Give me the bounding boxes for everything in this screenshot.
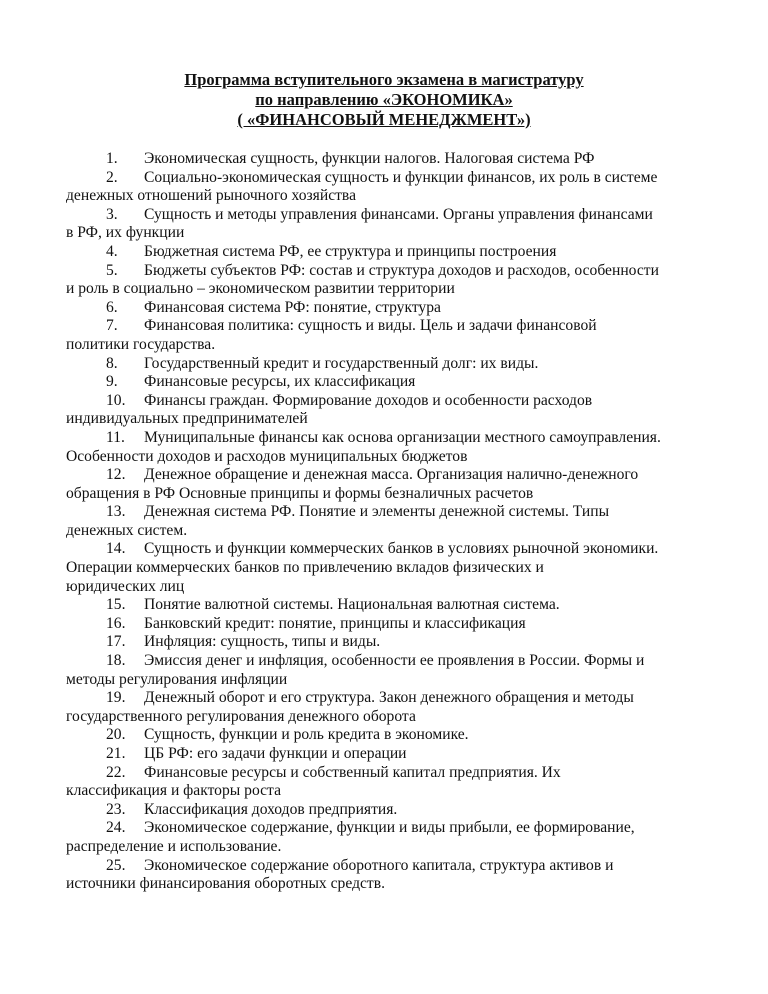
topic-item <box>106 726 751 745</box>
topic-item <box>106 596 751 615</box>
topic-item <box>66 261 751 299</box>
topic-continuation-line <box>66 224 751 243</box>
topic-text: Финансовые ресурсы, их классификация <box>144 373 416 391</box>
topic-continuation-line <box>66 187 751 206</box>
topic-text: Государственный кредит и государственный долг: их виды. <box>144 354 539 372</box>
topic-text: государственного регулирования денежного оборота <box>66 707 416 725</box>
topic-text: в РФ, их функции <box>66 224 185 242</box>
topic-first-line <box>106 689 751 708</box>
topic-item <box>106 633 751 652</box>
topic-number: 25. <box>106 856 126 874</box>
topic-number: 8. <box>106 354 118 372</box>
topic-first-line <box>106 355 751 374</box>
topic-continuation-line <box>66 485 751 504</box>
topic-item <box>66 466 751 503</box>
topic-first-line <box>106 243 751 262</box>
topic-text: Экономическая сущность, функции налогов. Налоговая система РФ <box>144 150 595 167</box>
topic-text: Операции коммерческих банков по привлечению вкладов физических и <box>66 559 544 577</box>
topic-first-line <box>106 150 751 169</box>
topic-text: Сущность, функции и роль кредита в экономике. <box>144 726 469 744</box>
topic-first-line <box>106 429 751 448</box>
topic-first-line <box>106 857 751 876</box>
topic-text: индивидуальных предпринимателей <box>66 410 308 428</box>
topic-first-line <box>106 745 751 764</box>
topic-first-line <box>106 596 751 615</box>
topic-continuation-line <box>66 410 751 429</box>
topic-text: юридических лиц <box>66 577 185 595</box>
topic-item <box>66 652 751 689</box>
topic-text: политики государства. <box>66 335 216 353</box>
topic-item <box>106 615 751 634</box>
topic-item <box>66 503 751 540</box>
topic-first-line <box>106 652 751 671</box>
topic-first-line <box>106 262 751 281</box>
topic-number: 24. <box>106 819 126 837</box>
topic-number: 7. <box>106 317 118 335</box>
topic-item <box>106 150 751 169</box>
topic-number: 9. <box>106 373 118 391</box>
topic-continuation-line <box>66 838 751 857</box>
heading-line-3: ( «ФИНАНСОВЫЙ МЕНЕДЖМЕНТ») <box>237 110 531 129</box>
topic-first-line <box>106 726 751 745</box>
topic-continuation-line <box>66 448 751 467</box>
topic-text: Сущность и методы управления финансами. Органы управления финансами <box>144 205 653 223</box>
topic-item <box>66 317 751 354</box>
topic-text: Понятие валютной системы. Национальная валютная система. <box>144 596 560 614</box>
topic-number: 20. <box>106 726 126 744</box>
topic-item <box>106 243 751 262</box>
topic-continuation-line <box>66 336 751 355</box>
topic-number: 4. <box>106 242 118 260</box>
topic-continuation-line <box>66 875 751 894</box>
topic-number: 6. <box>106 298 118 316</box>
topic-text: Денежный оборот и его структура. Закон денежного обращения и методы <box>144 689 634 707</box>
topic-first-line <box>106 819 751 838</box>
topic-number: 21. <box>106 745 126 762</box>
topic-first-line <box>106 540 751 559</box>
topic-number: 3. <box>106 205 118 223</box>
topic-item <box>106 373 751 392</box>
topic-text: Эмиссия денег и инфляция, особенности ее проявления в России. Формы и <box>144 652 645 670</box>
topic-text: обращения в РФ Основные принципы и формы безналичных расчетов <box>66 484 534 502</box>
topic-text: классификация и факторы роста <box>66 782 281 800</box>
topic-text: Бюджетная система РФ, ее структура и принципы построения <box>144 242 557 260</box>
topic-text: Банковский кредит: понятие, принципы и классификация <box>144 614 526 632</box>
topic-number: 5. <box>106 261 118 279</box>
topic-item <box>106 801 751 820</box>
topic-item <box>66 428 751 466</box>
topic-number: 19. <box>106 689 126 707</box>
topic-continuation-line <box>66 522 751 541</box>
topic-number: 16. <box>106 614 126 632</box>
topic-text: денежных отношений рыночного хозяйства <box>66 187 357 205</box>
topic-first-line <box>106 503 751 522</box>
topic-number: 23. <box>106 800 126 818</box>
topic-first-line <box>106 317 751 336</box>
topic-number: 12. <box>106 466 126 484</box>
topic-text: распределение и использование. <box>66 837 282 855</box>
topic-continuation-line <box>66 708 751 727</box>
topic-number: 17. <box>106 633 126 651</box>
topic-number: 15. <box>106 596 126 614</box>
topic-continuation-line <box>66 782 751 801</box>
topic-text: Социально-экономическая сущность и функции финансов, их роль в системе <box>144 168 658 186</box>
topic-item <box>66 391 751 429</box>
topic-text: и роль в социально – экономическом развитии территории <box>66 280 455 298</box>
topic-text: Финансовая политика: сущность и виды. Цель и задачи финансовой <box>144 317 597 335</box>
topic-number: 1. <box>106 150 118 167</box>
topic-text: денежных систем. <box>66 521 188 539</box>
topic-item <box>66 205 751 243</box>
topic-text: Денежное обращение и денежная масса. Организация налично-денежного <box>144 466 639 484</box>
topic-text: источники финансирования оборотных средств. <box>66 875 385 893</box>
topic-item <box>106 355 751 374</box>
topic-item <box>66 540 751 596</box>
exam-topic-list <box>66 150 751 894</box>
topic-text: Финансовые ресурсы и собственный капитал предприятия. Их <box>144 763 561 781</box>
topic-text: Финансовая система РФ: понятие, структура <box>144 298 441 316</box>
topic-first-line <box>106 169 751 188</box>
topic-first-line <box>106 801 751 820</box>
topic-number: 13. <box>106 503 126 521</box>
topic-first-line <box>106 615 751 634</box>
topic-text: Сущность и функции коммерческих банков в условиях рыночной экономики. <box>144 540 659 558</box>
topic-number: 11. <box>106 428 125 446</box>
topic-number: 10. <box>106 391 126 409</box>
topic-continuation-line <box>66 559 751 578</box>
topic-text: Бюджеты субъектов РФ: состав и структура доходов и расходов, особенности <box>144 261 659 279</box>
topic-text: Муниципальные финансы как основа организации местного самоуправления. <box>144 428 661 446</box>
topic-continuation-line <box>66 671 751 690</box>
topic-first-line <box>106 466 751 485</box>
topic-item <box>106 745 751 764</box>
topic-text: Классификация доходов предприятия. <box>144 800 398 818</box>
topic-text: Финансы граждан. Формирование доходов и особенности расходов <box>144 391 593 409</box>
topic-text: Инфляция: сущность, типы и виды. <box>144 633 381 651</box>
topic-item <box>66 763 751 801</box>
topic-first-line <box>106 764 751 783</box>
heading-line-1: Программа вступительного экзамена в магистратуру <box>184 70 584 89</box>
topic-text: Особенности доходов и расходов муниципальных бюджетов <box>66 447 468 465</box>
topic-text: ЦБ РФ: его задачи функции и операции <box>144 745 407 762</box>
topic-text: методы регулирования инфляции <box>66 670 288 688</box>
topic-text: Экономическое содержание, функции и виды прибыли, ее формирование, <box>144 819 635 837</box>
topic-first-line <box>106 299 751 318</box>
topic-item <box>66 168 751 206</box>
topic-continuation-line <box>66 280 751 299</box>
topic-text: Экономическое содержание оборотного капитала, структура активов и <box>144 856 614 874</box>
topic-continuation-line <box>66 578 751 597</box>
topic-first-line <box>106 206 751 225</box>
topic-number: 18. <box>106 652 126 670</box>
topic-item <box>66 819 751 856</box>
heading-line-2: по направлению «ЭКОНОМИКА» <box>255 90 513 109</box>
topic-text: Денежная система РФ. Понятие и элементы денежной системы. Типы <box>144 503 610 521</box>
topic-item <box>66 856 751 894</box>
topic-number: 14. <box>106 540 126 558</box>
topic-first-line <box>106 392 751 411</box>
topic-number: 2. <box>106 168 118 186</box>
topic-number: 22. <box>106 763 126 781</box>
document-heading <box>0 70 768 130</box>
topic-item <box>66 689 751 726</box>
topic-item <box>106 299 751 318</box>
topic-first-line <box>106 373 751 392</box>
topic-first-line <box>106 633 751 652</box>
